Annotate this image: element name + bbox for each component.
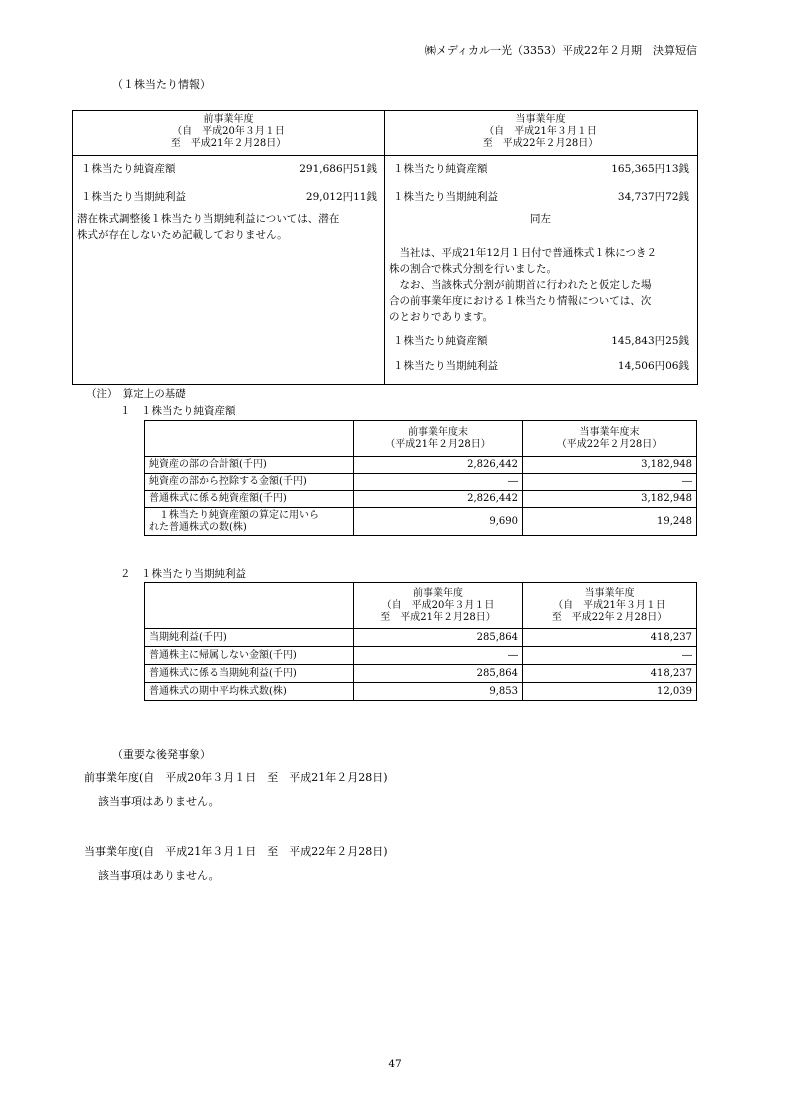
table1-curr-head [523, 421, 697, 457]
prev-period-text: 該当事項はありません。 [98, 795, 220, 808]
row-prev-value: ― [354, 647, 523, 665]
adj-nav-label: １株当たり純資産額 [393, 335, 488, 347]
adj-nav-value: 145,843円25銭 [611, 335, 689, 347]
curr-eps-label: １株当たり当期純利益 [393, 191, 498, 203]
prev-period-heading [73, 114, 384, 150]
prev-eps-label: １株当たり当期純利益 [81, 191, 186, 203]
table-row [145, 457, 697, 474]
table1-prev-head [354, 421, 523, 457]
document-header: ㈱メディカル一光（3353）平成22年２月期 決算短信 [424, 44, 697, 57]
row-label: 普通株主に帰属しない金額(千円) [145, 647, 354, 665]
table-corner-cell [145, 421, 354, 457]
row-curr-value: ― [523, 647, 697, 665]
column-divider [384, 111, 385, 384]
prev-heading-from: （自 平成20年３月１日 [172, 126, 285, 137]
curr-split-para-line2: 株の割合で株式分割を行いました。 [389, 263, 557, 275]
prev-eps-value: 29,012円11銭 [305, 191, 377, 203]
curr-split-para-line3: なお、当該株式分割が前期首に行われたと仮定した場 [389, 279, 652, 291]
curr-period-heading [385, 114, 696, 150]
table2-prev-head-line3: 至 平成21年２月28日） [380, 611, 496, 623]
row-curr-value: 19,248 [523, 508, 697, 536]
subsequent-events-title: （重要な後発事象） [112, 748, 211, 761]
curr-heading-title: 当事業年度 [515, 114, 566, 125]
table1-prev-head-line2: （平成21年２月28日） [385, 438, 491, 450]
table1-curr-head-line1: 当事業年度末 [579, 426, 640, 438]
table-row [145, 683, 697, 701]
row-label: 純資産の部の合計額(千円) [145, 457, 354, 474]
net-income-table [144, 582, 697, 701]
table-corner-cell [145, 583, 354, 629]
row-curr-value: 12,039 [523, 683, 697, 701]
page-number: 47 [388, 1058, 402, 1070]
row-curr-value: 418,237 [523, 629, 697, 647]
curr-period-line: 当事業年度(自 平成21年３月１日 至 平成22年２月28日) [84, 845, 388, 858]
curr-split-para-line5: のとおりであります。 [389, 311, 494, 323]
curr-heading-to: 至 平成22年２月28日） [482, 138, 599, 149]
table-row [145, 491, 697, 508]
row-prev-value: 2,826,442 [354, 491, 523, 508]
row-curr-value: 3,182,948 [523, 457, 697, 474]
table2-curr-head-line3: 至 平成22年２月28日） [551, 611, 668, 623]
row-prev-value: 9,853 [354, 683, 523, 701]
curr-eps-value: 34,737円72銭 [617, 191, 689, 203]
per-share-info-box [72, 110, 698, 385]
curr-nav-value: 165,365円13銭 [611, 163, 689, 175]
table-row [145, 508, 697, 536]
row-curr-value: ― [523, 474, 697, 491]
row-label: 普通株式に係る純資産額(千円) [145, 491, 354, 508]
table1-prev-head-line1: 前事業年度末 [408, 426, 468, 438]
curr-same-as-left: 同左 [530, 213, 551, 225]
table-header-row [145, 583, 697, 629]
row-curr-value: 418,237 [523, 665, 697, 683]
prev-diluted-note-line1: 潜在株式調整後１株当たり当期純利益については、潜在 [77, 213, 340, 225]
curr-split-para-line4: 合の前事業年度における１株当たり情報については、次 [389, 295, 652, 307]
table2-curr-head-line2: （自 平成21年３月１日 [553, 599, 666, 611]
row-prev-value: 9,690 [354, 508, 523, 536]
section-title: （１株当たり情報） [112, 78, 211, 91]
row-prev-value: ― [354, 474, 523, 491]
prev-period-line: 前事業年度(自 平成20年３月１日 至 平成21年２月28日) [84, 771, 388, 784]
table2-prev-head-line2: （自 平成20年３月１日 [381, 599, 495, 611]
table2-prev-head [354, 583, 523, 629]
row-curr-value: 3,182,948 [523, 491, 697, 508]
row-prev-value: 285,864 [354, 665, 523, 683]
row-prev-value: 285,864 [354, 629, 523, 647]
table1-title: １ １株当たり純資産額 [120, 405, 236, 417]
table1-curr-head-line2: （平成22年２月28日） [556, 438, 663, 450]
curr-heading-from: （自 平成21年３月１日 [484, 126, 597, 137]
table-row [145, 665, 697, 683]
prev-nav-label: １株当たり純資産額 [81, 163, 176, 175]
table2-prev-head-line1: 前事業年度 [413, 587, 463, 599]
calc-basis-note: （注） 算定上の基礎 [86, 388, 186, 400]
net-assets-table [144, 420, 697, 536]
row-label-line2: れた普通株式の数(株) [149, 521, 247, 533]
row-label-line1: １株当たり純資産額の算定に用いら [149, 509, 319, 521]
table-row [145, 629, 697, 647]
row-label: 普通株式に係る当期純利益(千円) [145, 665, 354, 683]
row-label: 当期純利益(千円) [145, 629, 354, 647]
table-header-row [145, 421, 697, 457]
curr-nav-label: １株当たり純資産額 [393, 163, 488, 175]
row-label: 普通株式の期中平均株式数(株) [145, 683, 354, 701]
curr-split-para-line1: 当社は、平成21年12月１日付で普通株式１株につき２ [389, 247, 658, 259]
table-row [145, 474, 697, 491]
header-divider [73, 155, 697, 156]
prev-heading-title: 前事業年度 [203, 114, 254, 125]
table2-curr-head-line1: 当事業年度 [584, 587, 635, 599]
prev-heading-to: 至 平成21年２月28日） [170, 138, 287, 149]
table-row [145, 647, 697, 665]
table2-curr-head [523, 583, 697, 629]
prev-nav-value: 291,686円51銭 [299, 163, 377, 175]
adj-eps-label: １株当たり当期純利益 [393, 360, 498, 372]
adj-eps-value: 14,506円06銭 [617, 360, 689, 372]
row-label [145, 508, 354, 536]
prev-diluted-note-line2: 株式が存在しないため記載しておりません。 [77, 229, 288, 241]
row-prev-value: 2,826,442 [354, 457, 523, 474]
table2-title: ２ １株当たり当期純利益 [120, 568, 246, 580]
curr-period-text: 該当事項はありません。 [98, 869, 220, 882]
row-label: 純資産の部から控除する金額(千円) [145, 474, 354, 491]
